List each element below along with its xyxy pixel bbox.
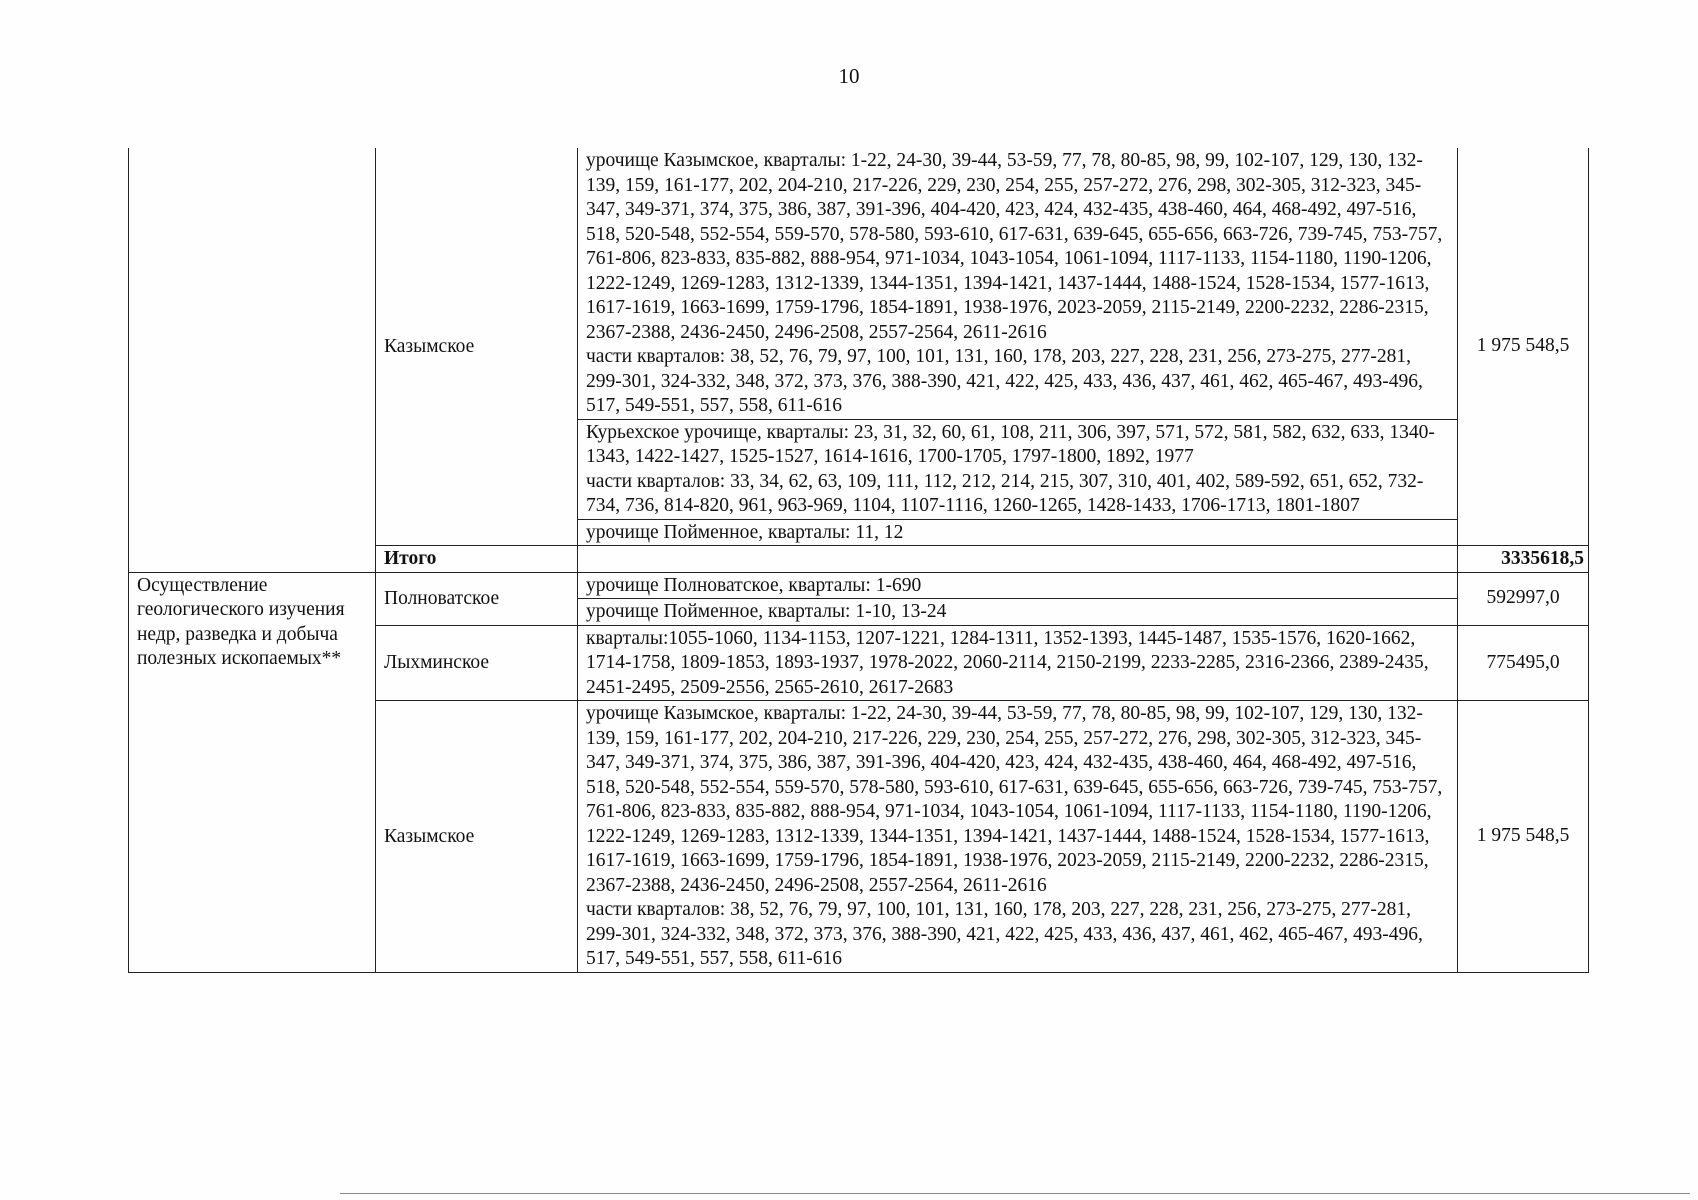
area-value: 592997,0 (1458, 572, 1589, 625)
forestry-name: Казымское (376, 701, 578, 973)
quarter-parts-text: части кварталов: 38, 52, 76, 79, 97, 100, 101, 131, 160, 178, 203, 227, 228, 231, 256, 273-275, 277-281, 299-301, 324-332, 348, 372, 373, 376, 388-390, 421, 422, 425, 433, 436, 437, 461, 462, 465-467, 493-496, 517, 549-551, 557, 558, 611-616 (586, 346, 1423, 416)
quarters-cell (578, 625, 1458, 701)
total-empty-cell (578, 546, 1458, 573)
forest-quarters-table (128, 148, 1589, 973)
quarters-cell (578, 572, 1458, 599)
quarters-text: урочище Полноватское, кварталы: 1-690 (586, 574, 922, 596)
quarters-cell (578, 148, 1458, 419)
area-value: 1 975 548,5 (1458, 148, 1589, 546)
table-row (129, 148, 1589, 419)
page-number: 10 (838, 64, 860, 88)
quarters-text: урочище Пойменное, кварталы: 1-10, 13-24 (586, 601, 947, 622)
quarters-text: урочище Казымское, кварталы: 1-22, 24-30, 39-44, 53-59, 77, 78, 80-85, 98, 99, 102-107, 129, 130, 132-139, 159, 161-177, 202, 204-210, 217-226, 229, 230, 254, 255, 257-272, 276, 298, 302-305, 312-323, 345-347, 349-371, 374, 375, 386, 387, 391-396, 404-420, 423, 424, 432-435, 438-460, 464, 468-492, 497-516, 518, 520-548, 552-554, 559-570, 578-580, 593-610, 617-631, 639-645, 655-656, 663-726, 739-745, 753-757, 761-806, 823-833, 835-882, 888-954, 971-1034, 1043-1054, 1061-1094, 1117-1133, 1154-1180, 1190-1206, 1222-1249, 1269-1283, 1312-1339, 1344-1351, 1394-1421, 1437-1444, 1488-1524, 1528-1534, 1577-1613, 1617-1619, 1663-1699, 1759-1796, 1854-1891, 1938-1976, 2023-2059, 2115-2149, 2200-2232, 2286-2315, 2367-2388, 2436-2450, 2496-2508, 2557-2564, 2611-2616 (586, 150, 1443, 343)
total-value: 3335618,5 (1458, 546, 1589, 573)
forestry-name: Казымское (376, 148, 578, 546)
quarters-cell (578, 599, 1458, 626)
quarters-text: Курьехское урочище, кварталы: 23, 31, 32, 60, 61, 108, 211, 306, 397, 571, 572, 581, 582, 632, 633, 1340-1343, 1422-1427, 1525-1527, 1614-1616, 1700-1705, 1797-1800, 1892, 1977 (586, 421, 1435, 467)
quarters-cell (578, 701, 1458, 973)
quarter-parts-text: части кварталов: 38, 52, 76, 79, 97, 100, 101, 131, 160, 178, 203, 227, 228, 231, 256, 273-275, 277-281, 299-301, 324-332, 348, 372, 373, 376, 388-390, 421, 422, 425, 433, 436, 437, 461, 462, 465-467, 493-496, 517, 549-551, 557, 558, 611-616 (586, 899, 1423, 969)
divider (340, 1193, 1690, 1194)
quarter-parts-text: части кварталов: 33, 34, 62, 63, 109, 111, 112, 212, 214, 215, 307, 310, 401, 402, 589-592, 651, 652, 732-734, 736, 814-820, 961, 963-969, 1104, 1107-1116, 1260-1265, 1428-1433, 1706-1713, 1801-1807 (586, 470, 1424, 516)
area-value: 1 975 548,5 (1458, 701, 1589, 973)
total-label: Итого (376, 546, 578, 573)
quarters-text: кварталы:1055-1060, 1134-1153, 1207-1221, 1284-1311, 1352-1393, 1445-1487, 1535-1576, 1620-1662, 1714-1758, 1809-1853, 1893-1937, 1978-2022, 2060-2114, 2150-2199, 2233-2285, 2316-2366, 2389-2435, 2451-2495, 2509-2556, 2565-2610, 2617-2683 (586, 627, 1429, 698)
activity-cell: Осуществление геологического изучения недр, разведка и добыча полезных ископаемых** (129, 572, 376, 972)
quarters-text: урочище Пойменное, кварталы: 11, 12 (586, 521, 904, 543)
forestry-name: Лыхминское (376, 625, 578, 701)
table-row (129, 572, 1589, 599)
quarters-cell (578, 419, 1458, 519)
forestry-name: Полноватское (376, 572, 578, 625)
area-value: 775495,0 (1458, 625, 1589, 701)
quarters-cell (578, 519, 1458, 546)
quarters-text: урочище Казымское, кварталы: 1-22, 24-30, 39-44, 53-59, 77, 78, 80-85, 98, 99, 102-107, 129, 130, 132-139, 159, 161-177, 202, 204-210, 217-226, 229, 230, 254, 255, 257-272, 276, 298, 302-305, 312-323, 345-347, 349-371, 374, 375, 386, 387, 391-396, 404-420, 423, 424, 432-435, 438-460, 464, 468-492, 497-516, 518, 520-548, 552-554, 559-570, 578-580, 593-610, 617-631, 639-645, 655-656, 663-726, 739-745, 753-757, 761-806, 823-833, 835-882, 888-954, 971-1034, 1043-1054, 1061-1094, 1117-1133, 1154-1180, 1190-1206, 1222-1249, 1269-1283, 1312-1339, 1344-1351, 1394-1421, 1437-1444, 1488-1524, 1528-1534, 1577-1613, 1617-1619, 1663-1699, 1759-1796, 1854-1891, 1938-1976, 2023-2059, 2115-2149, 2200-2232, 2286-2315, 2367-2388, 2436-2450, 2496-2508, 2557-2564, 2611-2616 (586, 703, 1443, 896)
activity-cell-empty (129, 148, 376, 572)
